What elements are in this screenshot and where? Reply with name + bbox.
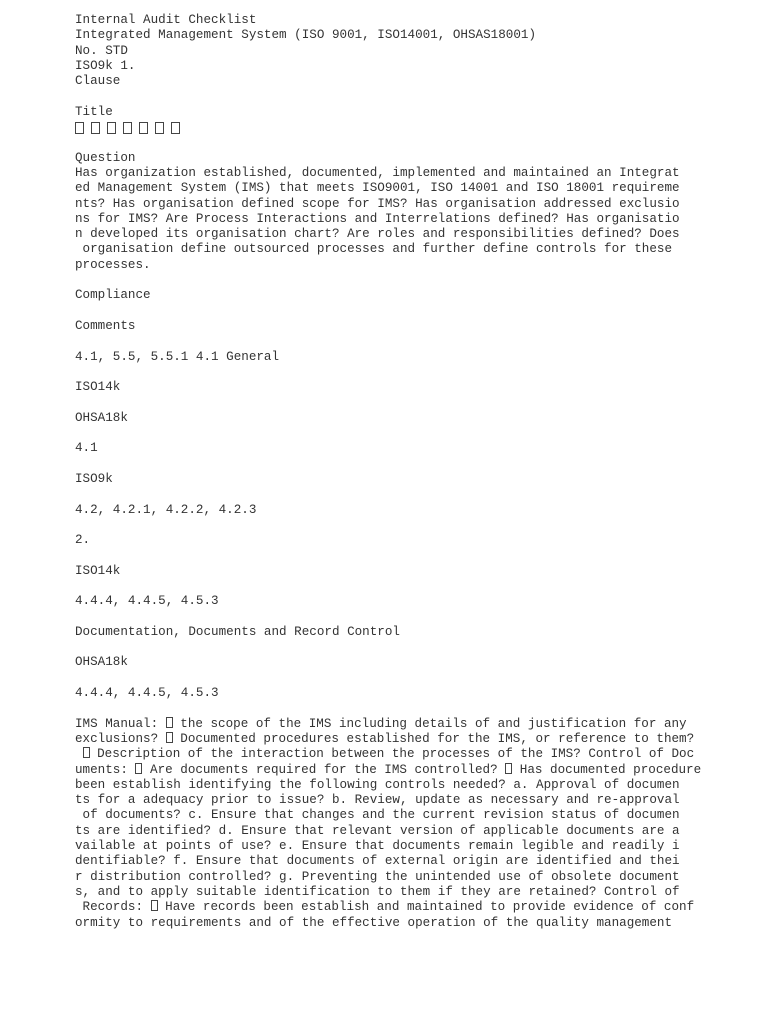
- question-label: Question: [75, 150, 136, 165]
- missing-glyph-icon: [151, 900, 158, 911]
- document-title: Internal Audit Checklist: [75, 13, 257, 27]
- missing-glyph-icon: [83, 747, 90, 758]
- question-line: ed Management System (IMS) that meets ISO9001, ISO 14001 and ISO 18001 requireme: [75, 181, 680, 196]
- clause-item: OHSA18k: [75, 410, 128, 425]
- missing-glyph-icon: [171, 122, 180, 134]
- compliance-label: Compliance: [75, 288, 151, 303]
- document-subtitle: Integrated Management System (ISO 9001, ISO14001, OHSAS18001): [75, 28, 537, 43]
- ims-text: uments:: [75, 762, 136, 777]
- clause-item: Documentation, Documents and Record Control: [75, 624, 400, 639]
- clause-item: 4.4.4, 4.4.5, 4.5.3: [75, 594, 219, 609]
- ims-line: been establish identifying the following controls needed? a. Approval of documen: [75, 777, 680, 792]
- clause-label: Clause: [75, 74, 121, 89]
- ims-text: [75, 747, 83, 761]
- ims-line: [75, 763, 735, 778]
- missing-glyph-icon: [107, 122, 116, 134]
- question-line: processes.: [75, 257, 151, 272]
- question-text: [75, 166, 735, 273]
- ims-text: the scope of the IMS including details of and justification for any: [172, 716, 687, 731]
- ims-line: r distribution controlled? g. Preventing the unintended use of obsolete document: [75, 869, 680, 884]
- ims-text: Has documented procedure: [512, 762, 702, 777]
- ims-line: [75, 732, 735, 747]
- missing-glyph-icon: [166, 732, 173, 743]
- missing-glyph-icon: [75, 122, 84, 134]
- document-header: [75, 13, 735, 89]
- question-line: ns for IMS? Are Process Interactions and Interrelations defined? Has organisatio: [75, 211, 680, 226]
- document-page: [75, 13, 735, 931]
- ims-text: Are documents required for the IMS controlled?: [142, 762, 506, 777]
- ims-line: [75, 747, 735, 762]
- ims-text: Documented procedures established for the IMS, or reference to them?: [172, 731, 695, 746]
- ims-text: Description of the interaction between the processes of the IMS? Control of Doc: [89, 747, 695, 762]
- question-line: organisation define outsourced processes and further define controls for these: [75, 242, 673, 257]
- missing-glyph-icon: [123, 122, 132, 134]
- ims-line: ts for a adequacy prior to issue? b. Review, update as necessary and re-approval: [75, 793, 680, 808]
- standard-reference: ISO9k 1.: [75, 58, 136, 73]
- clause-item: ISO9k: [75, 471, 113, 486]
- clause-item: ISO14k: [75, 380, 121, 395]
- document-number: No. STD: [75, 43, 128, 58]
- question-line: n developed its organisation chart? Are roles and responsibilities defined? Does: [75, 227, 680, 242]
- missing-glyph-icon: [139, 122, 148, 134]
- missing-glyph-icon: [91, 122, 100, 134]
- clause-item: 4.2, 4.2.1, 4.2.2, 4.2.3: [75, 502, 257, 517]
- missing-glyph-icon: [166, 717, 173, 728]
- ims-line: of documents? c. Ensure that changes and the current revision status of documen: [75, 808, 680, 823]
- ims-line: [75, 717, 735, 732]
- ims-text: IMS Manual:: [75, 716, 166, 731]
- ims-line: vailable at points of use? e. Ensure that documents remain legible and readily i: [75, 839, 680, 854]
- question-line: nts? Has organisation defined scope for IMS? Has organisation addressed exclusio: [75, 196, 680, 211]
- clause-item: 4.1, 5.5, 5.5.1 4.1 General: [75, 349, 280, 364]
- clause-item: 4.1: [75, 441, 98, 456]
- clause-item: OHSA18k: [75, 655, 128, 670]
- title-label: Title: [75, 104, 113, 119]
- clause-item: 4.4.4, 4.4.5, 4.5.3: [75, 686, 219, 701]
- clause-item: 2.: [75, 533, 91, 548]
- clause-item: ISO14k: [75, 563, 121, 578]
- ims-manual-text: [75, 717, 735, 931]
- ims-line: dentifiable? f. Ensure that documents of external origin are identified and thei: [75, 854, 680, 869]
- ims-text: Records:: [75, 900, 151, 915]
- ims-line: ormity to requirements and of the effective operation of the quality management: [75, 915, 673, 930]
- missing-glyph-title: [75, 120, 735, 135]
- ims-line: [75, 900, 735, 915]
- question-line: Has organization established, documented, implemented and maintained an Integrat: [75, 165, 680, 180]
- missing-glyph-icon: [155, 122, 164, 134]
- ims-line: s, and to apply suitable identification to them if they are retained? Control of: [75, 884, 680, 899]
- comments-label: Comments: [75, 318, 136, 333]
- ims-text: exclusions?: [75, 731, 166, 746]
- ims-text: Have records been establish and maintained to provide evidence of conf: [157, 900, 695, 915]
- ims-line: ts are identified? d. Ensure that relevant version of applicable documents are a: [75, 823, 680, 838]
